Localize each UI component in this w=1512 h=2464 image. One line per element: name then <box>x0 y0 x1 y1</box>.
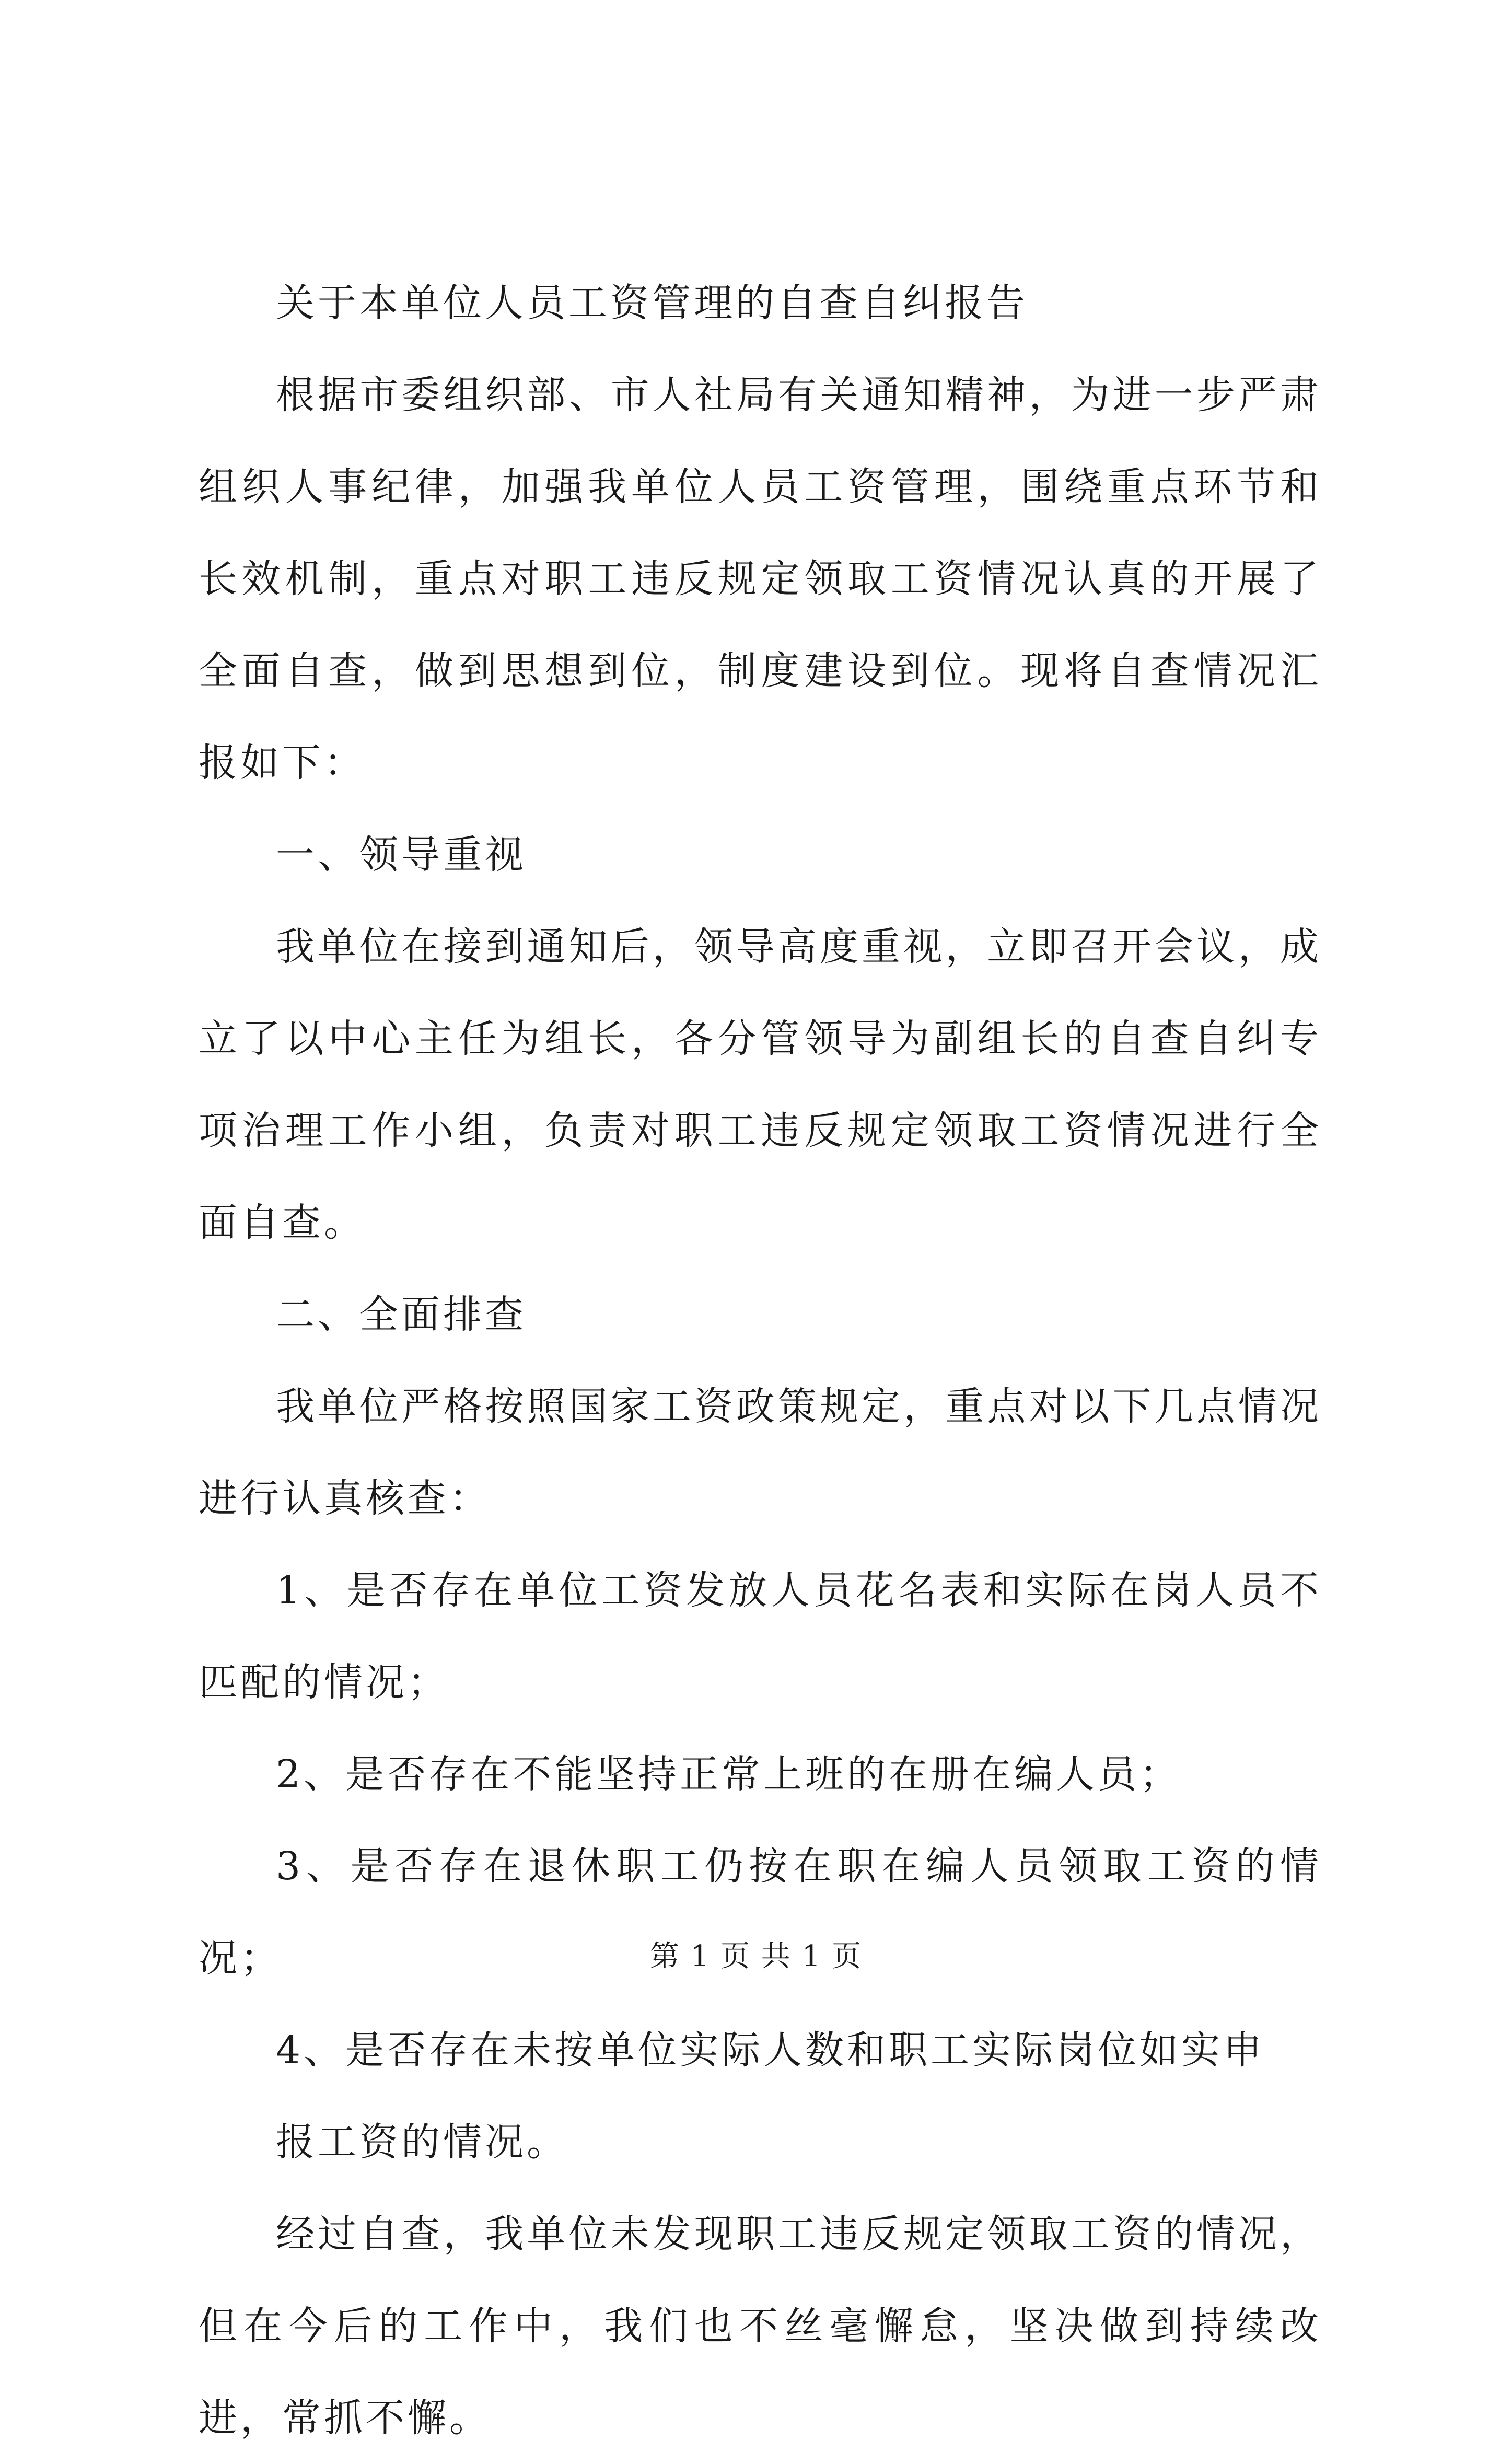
paragraph-intro: 根据市委组织部、市人社局有关通知精神，为进一步严肃组织人事纪律，加强我单位人员工资管理，围绕重点环节和长效机制，重点对职工违反规定领取工资情况认真的开展了全面自查，做到思想到位，制度建设到位。现将自查情况汇报如下： <box>199 373 1322 785</box>
section-heading-leadership: 一、领导重视 <box>276 832 527 877</box>
paragraph-inspection: 我单位严格按照国家工资政策规定，重点对以下几点情况进行认真核查： <box>199 1384 1322 1521</box>
list-item-3: 3、是否存在退休职工仍按在职在编人员领取工资的情况； <box>199 1844 1322 1981</box>
paragraph-leadership: 我单位在接到通知后，领导高度重视，立即召开会议，成立了以中心主任为组长，各分管领导为副组长的自查自纠专项治理工作小组，负责对职工违反规定领取工资情况进行全面自查。 <box>199 924 1322 1245</box>
document-title: 关于本单位人员工资管理的自查自纠报告 <box>276 281 1028 326</box>
page-number-footer: 第 1 页 共 1 页 <box>649 1939 863 1973</box>
list-item-4: 4、是否存在未按单位实际人数和职工实际岗位如实申 <box>276 2028 1265 2073</box>
section-heading-inspection: 二、全面排查 <box>276 1292 527 1337</box>
paragraph-conclusion: 经过自查，我单位未发现职工违反规定领取工资的情况，但在今后的工作中，我们也不丝毫懈怠，坚决做到持续改进，常抓不懈。 <box>199 2212 1322 2440</box>
list-item-1: 1、是否存在单位工资发放人员花名表和实际在岗人员不匹配的情况； <box>199 1568 1322 1705</box>
list-item-4-continuation: 报工资的情况。 <box>276 2120 568 2165</box>
list-item-2: 2、是否存在不能坚持正常上班的在册在编人员； <box>276 1752 1182 1797</box>
document-body <box>199 257 1322 2464</box>
